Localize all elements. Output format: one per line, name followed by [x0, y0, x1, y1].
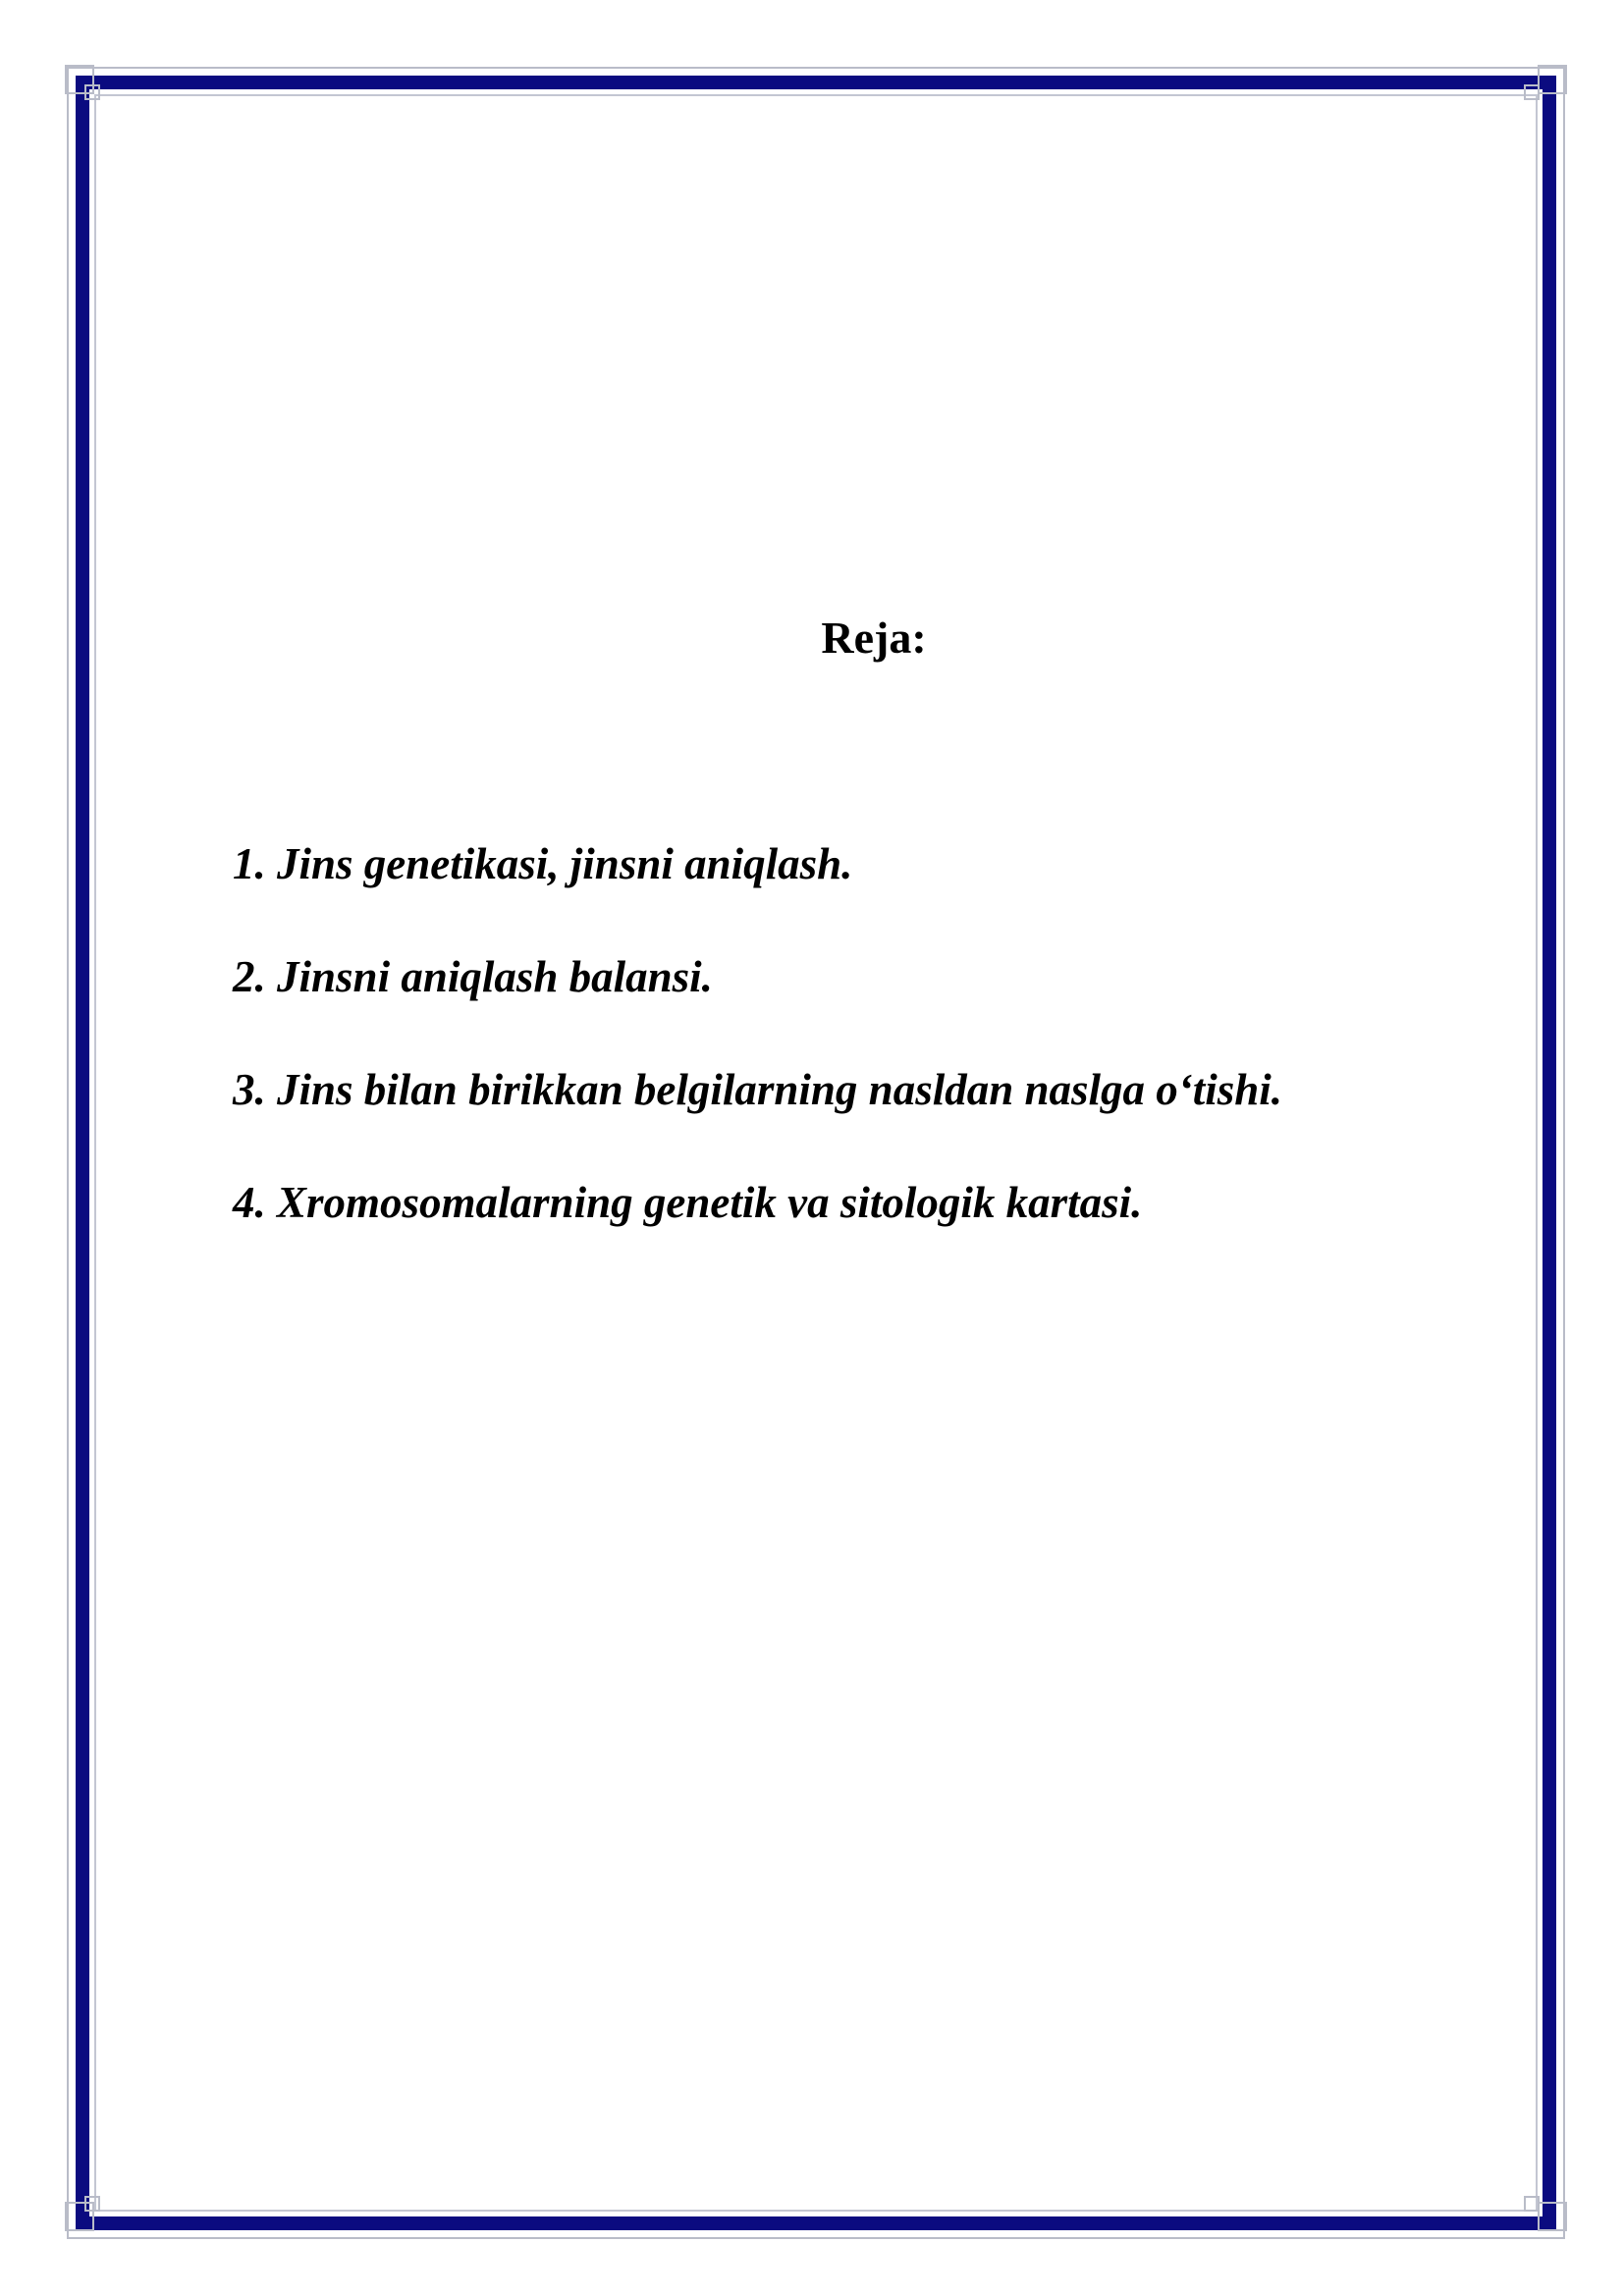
plan-item: 4. Xromosomalarning genetik va sitologik kartasi. [233, 1178, 1143, 1227]
plan-item: 1. Jins genetikasi, jinsni aniqlash. [233, 839, 853, 888]
border-corner-ornament [84, 84, 100, 100]
page-title: Reja: [821, 613, 927, 663]
plan-item: 2. Jinsni aniqlash balansi. [233, 952, 713, 1001]
plan-list [233, 836, 1529, 1288]
border-corner-ornament [1524, 2196, 1540, 2212]
border-corner-ornament [1524, 84, 1540, 100]
plan-item: 3. Jins bilan birikkan belgilarning nasldan naslga o‘tishi. [233, 1065, 1283, 1114]
border-corner-ornament [84, 2196, 100, 2212]
border-corner-ornament [1538, 65, 1567, 94]
border-corner-ornament [1538, 2202, 1567, 2231]
